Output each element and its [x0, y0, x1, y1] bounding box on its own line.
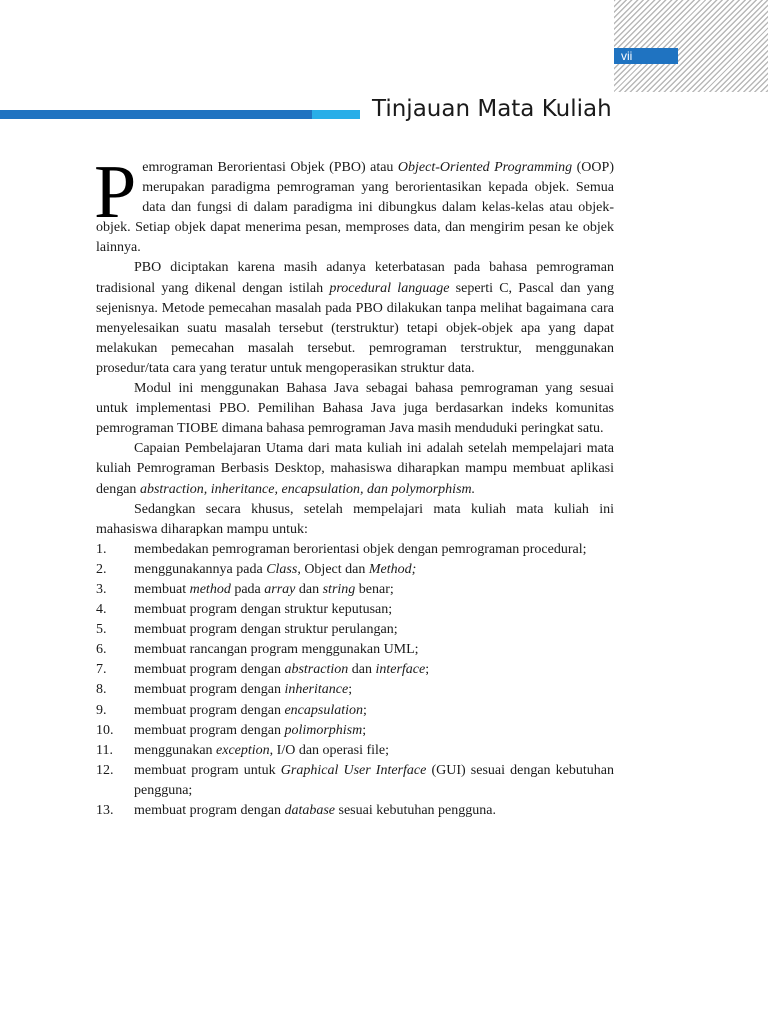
list-item	[96, 761, 614, 801]
list-item-number: 9.	[96, 702, 107, 718]
page-title: Tinjauan Mata Kuliah	[372, 96, 612, 122]
list-item-text: membedakan pemrograman berorientasi objek dengan pemrograman procedural;	[134, 541, 587, 557]
list-item-italic: string	[322, 581, 356, 597]
list-item-italic: inheritance	[284, 682, 349, 698]
list-item-italic: method	[189, 581, 231, 597]
intro-text-2: (OOP) merupakan paradigma pemrograman yang berorientasikan kepada objek. Semua data dan fungsi di dalam paradigma ini dibungkus dalam kelas-kelas atau objek-objek. Setiap objek dapat menerima pesan, memproses data, dan mengirim pesan ke objek lainnya.	[96, 160, 614, 256]
list-item-number: 12.	[96, 762, 114, 778]
list-item	[96, 701, 614, 721]
list-item	[96, 540, 614, 560]
list-item-text: membuat program dengan	[134, 702, 285, 718]
list-item-italic: exception	[216, 742, 270, 758]
paragraph-4	[96, 439, 614, 499]
list-item	[96, 741, 614, 761]
list-item-number: 7.	[96, 662, 107, 678]
p3-text: Modul ini menggunakan Bahasa Java sebagai bahasa pemrograman yang sesuai untuk implementasi PBO. Pemilihan Bahasa Java juga berdasarkan indeks komunitas pemrograman TIOBE dimana bahasa pemrograman Java masih menduduki peringkat satu.	[96, 381, 614, 437]
list-item-number: 13.	[96, 803, 114, 818]
list-item-text: benar;	[355, 581, 394, 597]
list-item	[96, 660, 614, 680]
paragraph-2	[96, 258, 614, 379]
list-item-number: 8.	[96, 682, 107, 698]
list-item-text: dan	[348, 662, 376, 678]
drop-cap: P	[94, 150, 137, 234]
paragraph-3	[96, 379, 614, 439]
list-item-text: ;	[425, 662, 430, 678]
list-item	[96, 801, 614, 821]
intro-text-italic: Object-Oriented Programming	[397, 160, 573, 175]
list-item-number: 4.	[96, 602, 107, 618]
list-item-text: ;	[363, 702, 367, 718]
list-item	[96, 640, 614, 660]
list-item-text: dan	[295, 581, 323, 597]
list-item	[96, 560, 614, 580]
p2-text-1: PBO diciptakan karena masih adanya keterbatasan pada bahasa pemrograman tradisional yang dikenal dengan istilah	[96, 260, 614, 296]
list-item-text: membuat rancangan program menggunakan UML;	[134, 642, 419, 658]
list-item-italic: interface	[375, 662, 426, 678]
list-item-italic: Graphical User Interface	[280, 762, 427, 778]
list-item-number: 10.	[96, 722, 114, 738]
list-item-number: 11.	[96, 742, 113, 758]
page-number-badge: vii	[614, 48, 678, 64]
p2-text-italic: procedural language	[329, 280, 450, 296]
list-item-number: 3.	[96, 581, 107, 597]
p5-text: Sedangkan secara khusus, setelah mempelajari mata kuliah mata kuliah ini mahasiswa diharapkan mampu untuk:	[96, 501, 614, 537]
list-item-number: 5.	[96, 622, 107, 638]
list-item-italic: array	[264, 581, 296, 597]
list-item-italic: abstraction	[284, 662, 349, 678]
list-item-text: membuat	[134, 581, 190, 597]
list-item-text: membuat program dengan	[134, 662, 285, 678]
intro-text-1: emrograman Berorientasi Objek (PBO) atau	[142, 160, 398, 175]
header-accent-bar-light	[312, 110, 360, 119]
list-item-italic: encapsulation	[284, 702, 363, 718]
list-item-text: menggunakannya pada	[134, 561, 267, 577]
list-item	[96, 600, 614, 620]
list-item-number: 6.	[96, 642, 107, 658]
list-item-italic: database	[284, 803, 336, 818]
p2-text-2: seperti C, Pascal dan yang sejenisnya. Metode pemecahan masalah pada PBO dilakukan tanpa melihat bagaimana cara menyelesaikan suatu masalah tersebut (terstruktur) tetapi objek-objek apa yang dapat melakukan pemecahan masalah tersebut. pemrograman terstruktur, menggunakan prosedur/tata cara yang teratur untuk mengoperasikan struktur data.	[96, 280, 614, 376]
list-item	[96, 680, 614, 700]
intro-paragraph	[94, 150, 614, 258]
list-item-text: menggunakan	[134, 742, 217, 758]
body-content	[94, 150, 614, 821]
list-item-number: 2.	[96, 561, 107, 577]
p4-text: Capaian Pembelajaran Utama dari mata kuliah ini adalah setelah mempelajari mata kuliah Pemrograman Berbasis Desktop, mahasiswa diharapkan mampu membuat aplikasi dengan	[96, 441, 614, 497]
list-item-text: membuat program dengan	[134, 803, 285, 818]
objectives-list	[96, 540, 614, 821]
list-item-text: membuat program dengan	[134, 722, 285, 738]
list-item-number: 1.	[96, 541, 107, 557]
list-item-text: membuat program dengan struktur keputusan;	[134, 602, 393, 618]
list-item-text: (GUI) sesuai dengan kebutuhan pengguna;	[134, 762, 614, 798]
list-item	[96, 620, 614, 640]
p4-text-italic: abstraction, inheritance, encapsulation, dan polymorphism.	[139, 481, 476, 497]
list-item-italic: polimorphism	[284, 722, 363, 738]
list-item-text: membuat program dengan struktur perulangan;	[134, 622, 398, 638]
list-item-text: pada	[230, 581, 265, 597]
list-item-italic: Method;	[368, 561, 417, 577]
list-item-text: membuat program dengan	[134, 682, 285, 698]
list-item-text: , I/O dan operasi file;	[269, 742, 390, 758]
list-item-text: membuat program untuk	[134, 762, 281, 778]
list-item-text: ;	[362, 722, 367, 738]
paragraph-5	[96, 500, 614, 540]
list-item	[96, 721, 614, 741]
header-accent-bar-dark	[0, 110, 312, 119]
list-item	[96, 580, 614, 600]
list-item-text: sesuai kebutuhan pengguna.	[335, 803, 496, 818]
header-hatch-pattern	[614, 0, 768, 92]
list-item-italic: Class	[266, 561, 298, 577]
list-item-text: , Object dan	[297, 561, 369, 577]
list-item-text: ;	[348, 682, 353, 698]
